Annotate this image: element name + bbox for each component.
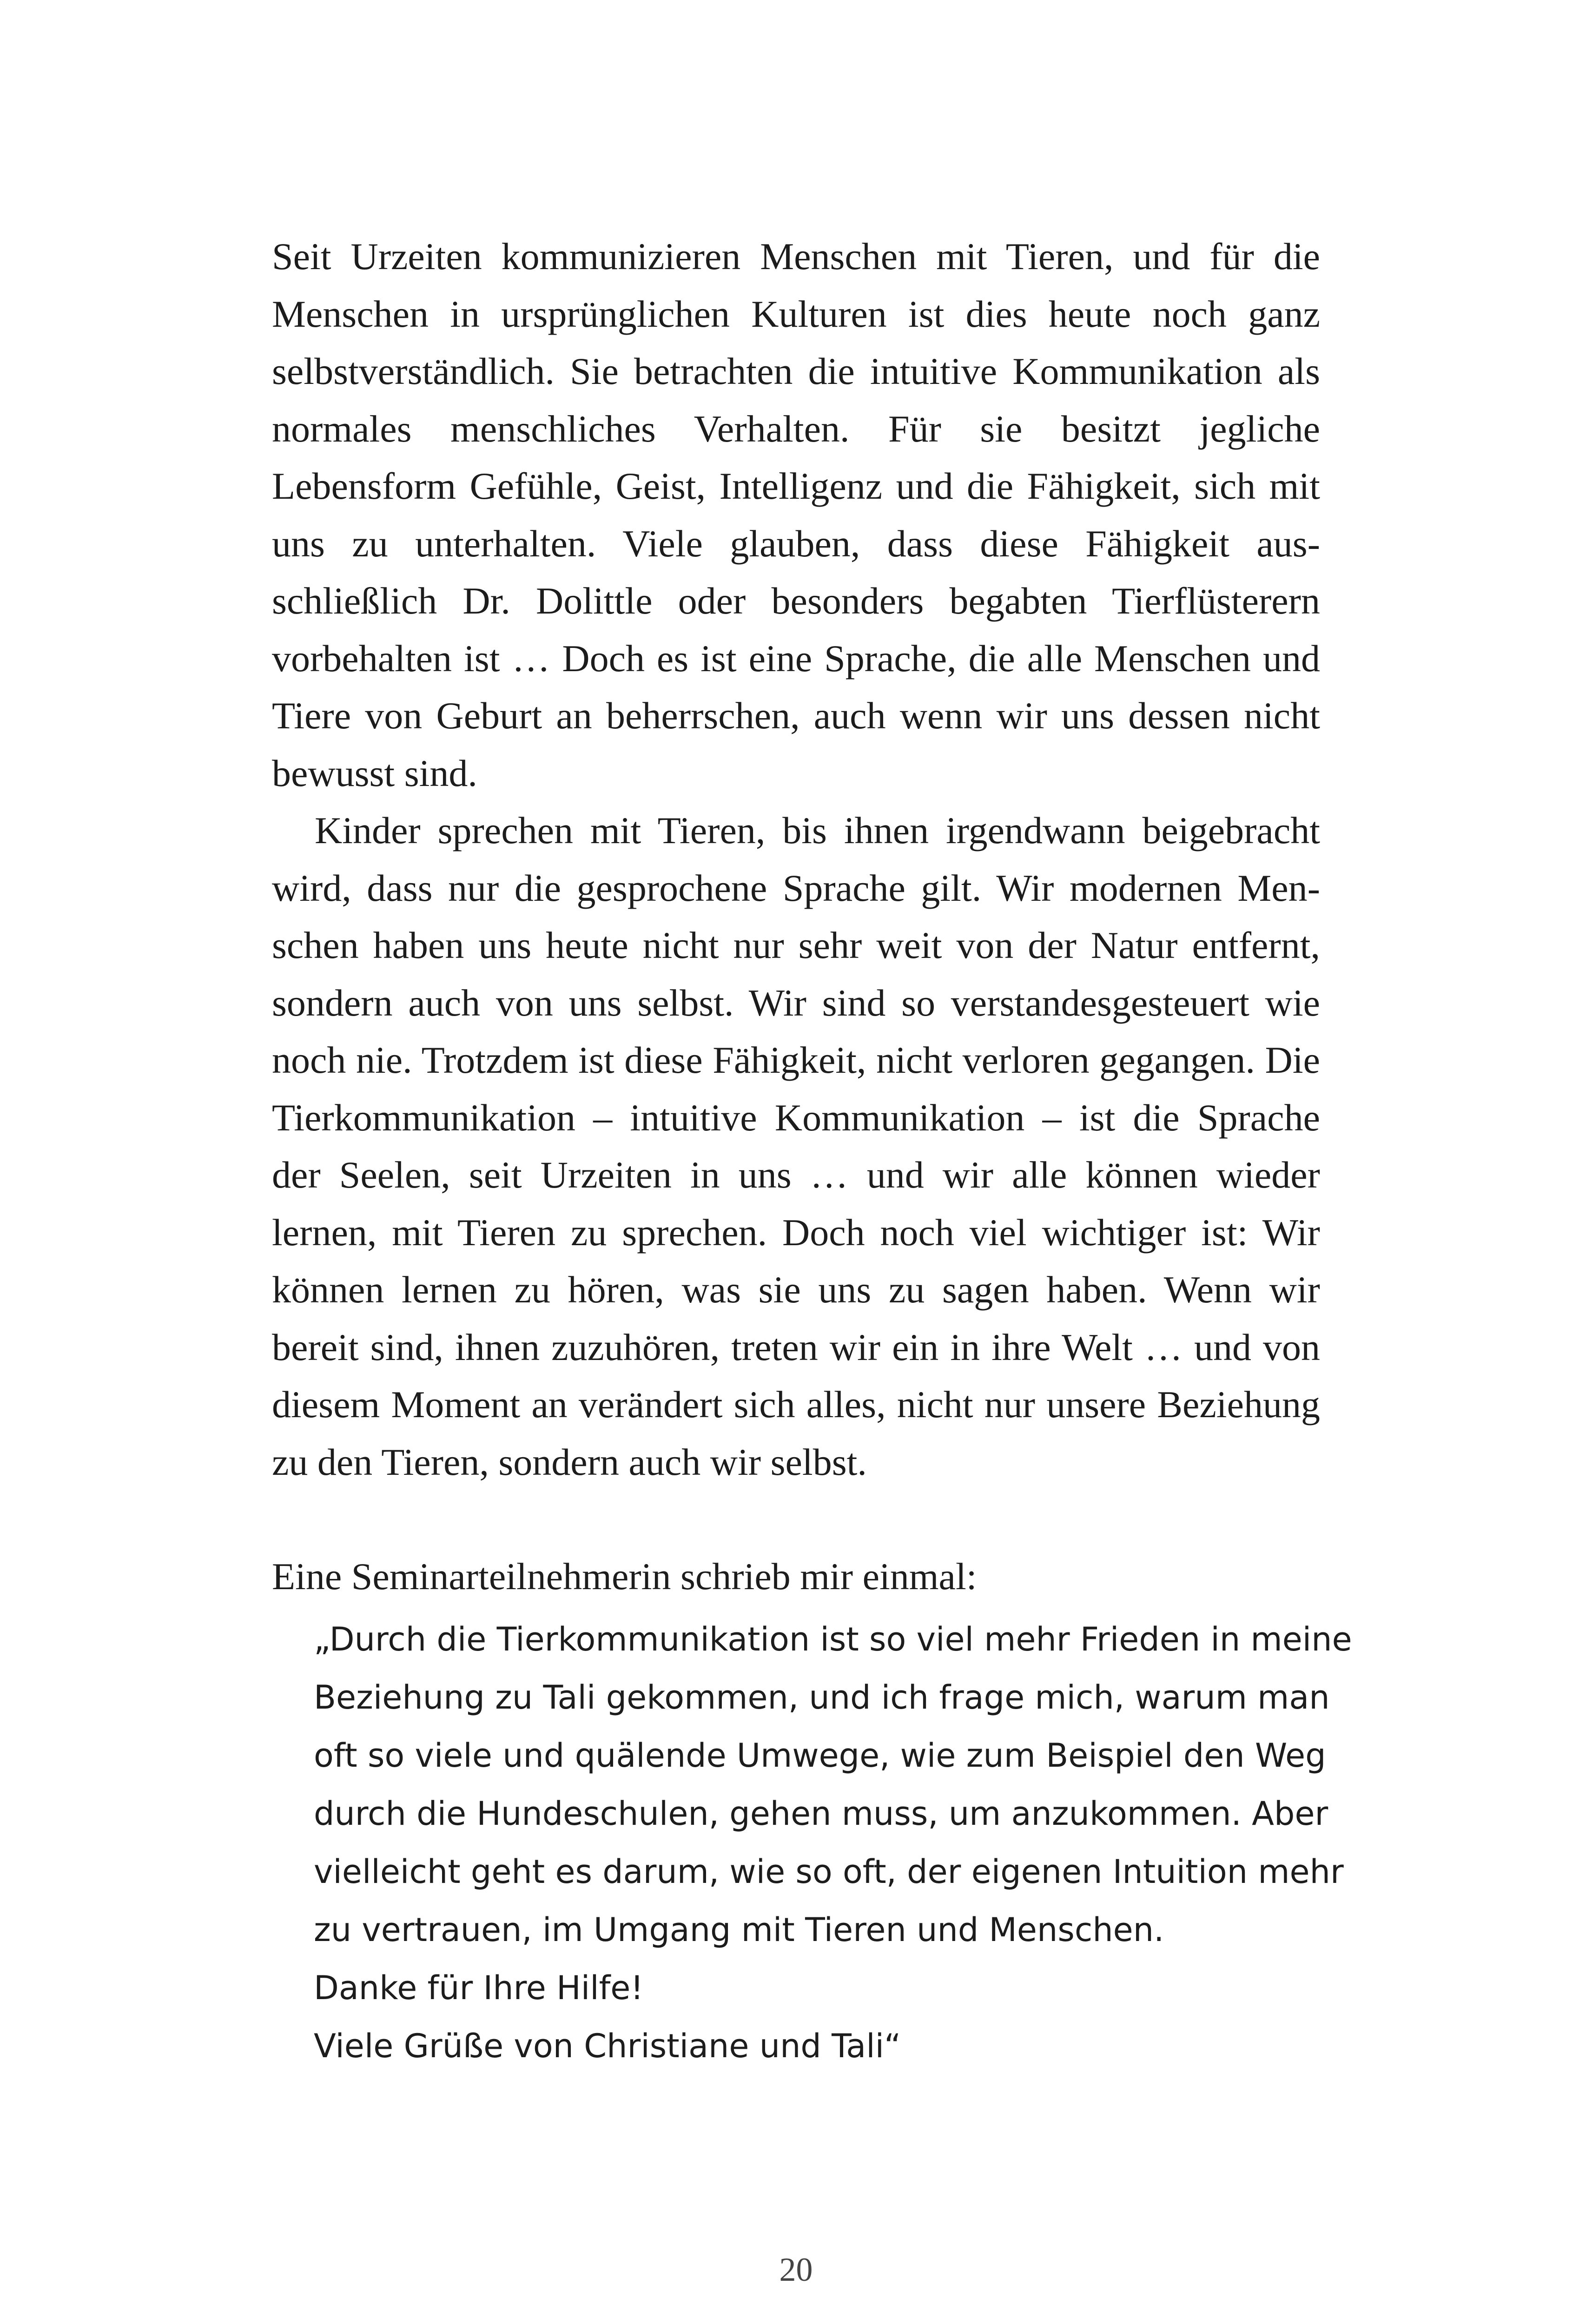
paragraph-2: Kinder sprechen mit Tieren, bis ihnen irgendwann beigebracht wird, dass nur die gesprochene Sprache gilt. Wir modernen Menschen haben uns heute nicht nur sehr weit von der Natur entfernt, sondern auch von uns selbst. Wir sind so verstandesgesteuert wie noch nie. Trotzdem ist diese Fähigkeit, nicht verloren gegangen. Die Tierkommunikation – intuitive Kommunikation – ist die Sprache der Seelen, seit Urzeiten in uns … und wir alle können wieder lernen, mit Tieren zu sprechen. Doch noch viel wichtiger ist: Wir können lernen zu hören, was sie uns zu sagen haben. Wenn wir bereit sind, ihnen zuzuhören, treten wir ein in ihre Welt … und von diesem Moment an verändert sich alles, nicht nur unsere Beziehung zu den Tieren, sondern auch wir selbst. <box>272 809 1320 1483</box>
paragraph-1: Seit Urzeiten kommunizieren Menschen mit Tieren, und für die Menschen in ursprünglichen Kulturen ist dies heute noch ganz selbstverständlich. Sie betrachten die intuitive Kommunikation als normales menschliches Verhalten. Für sie besitzt jegliche Lebensform Gefühle, Geist, Intelligenz und die Fähigkeit, sich mit uns zu unterhalten. Viele glauben, dass diese Fähigkeit ausschließlich Dr. Dolittle oder besonders begabten Tierflüsterern vorbehalten ist … Doch es ist eine Sprache, die alle Menschen und Tiere von Geburt an beherrschen, auch wenn wir uns dessen nicht bewusst sind. <box>272 235 1320 794</box>
letter-quote <box>314 1611 1352 2075</box>
quote-line: zu vertrauen, im Umgang mit Tieren und Menschen. <box>314 1911 1164 1949</box>
quote-line: durch die Hundeschulen, gehen muss, um anzukommen. Aber <box>314 1795 1328 1833</box>
quote-line: „Durch die Tierkommunikation ist so viel mehr Frieden in meine <box>314 1620 1352 1658</box>
quote-line: Viele Grüße von Christiane und Tali“ <box>314 2027 901 2065</box>
quote-line: Danke für Ihre Hilfe! <box>314 1969 644 2007</box>
quote-line: vielleicht geht es darum, wie so oft, der eigenen Intuition mehr <box>314 1853 1344 1891</box>
quote-intro: Eine Seminarteilnehmerin schrieb mir einmal: <box>272 1555 977 1598</box>
page-number: 20 <box>779 2251 813 2288</box>
quote-line: Beziehung zu Tali gekommen, und ich frage mich, warum man <box>314 1678 1330 1717</box>
body-text <box>272 228 1320 1491</box>
quote-line: oft so viele und quälende Umwege, wie zum Beispiel den Weg <box>314 1736 1326 1775</box>
